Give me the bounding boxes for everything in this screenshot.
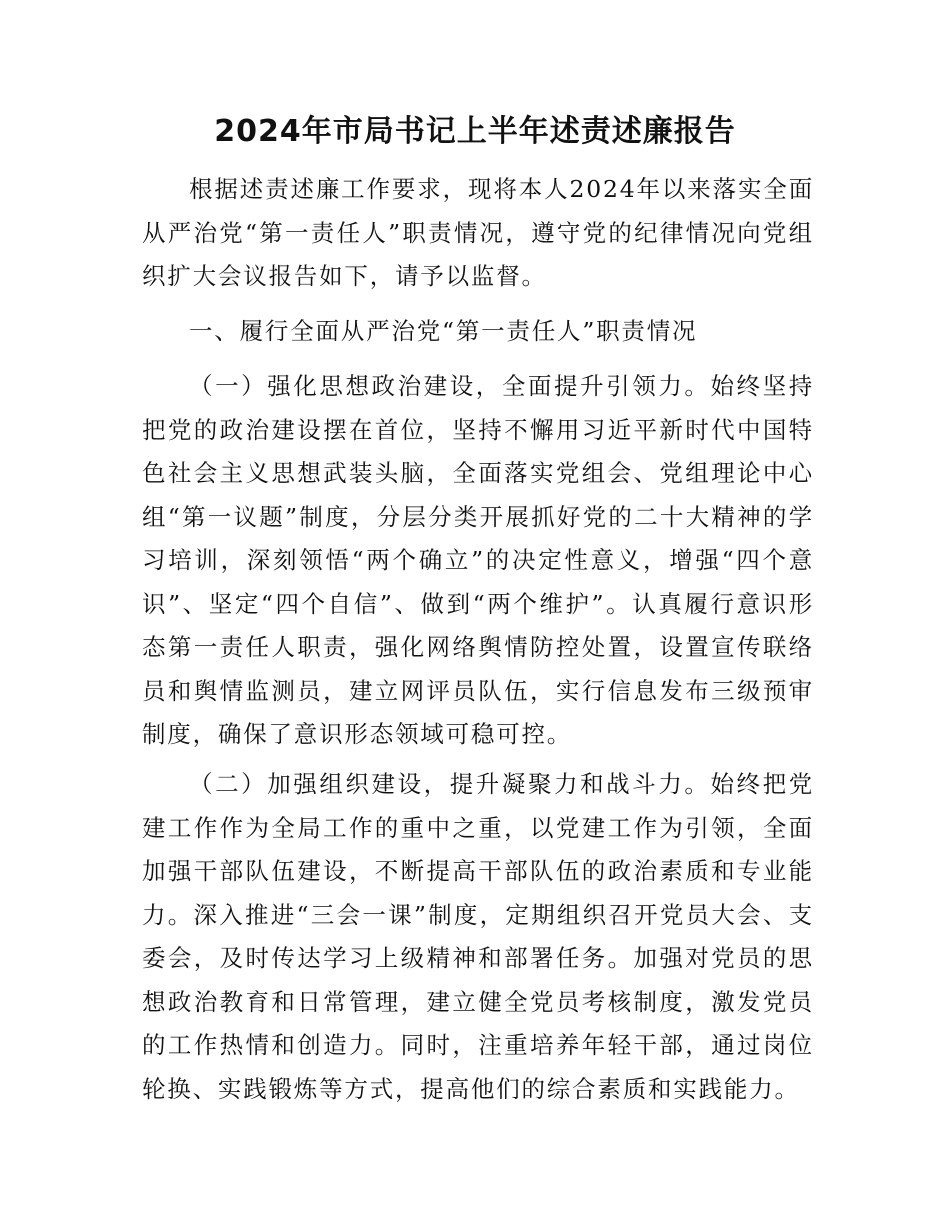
document-title: 2024年市局书记上半年述责述廉报告	[214, 114, 736, 149]
body-paragraph-1: （一）强化思想政治建设，全面提升引领力。始终坚持把党的政治建设摆在首位，坚持不懈用习近平新时代中国特色社会主义思想武装头脑，全面落实党组会、党组理论中心组“第一议题”制度，分层分类开展抓好党的二十大精神的学习培训，深刻领悟“两个确立”的决定性意义，增强“四个意识”、坚定“四个自信”、做到“两个维护”。认真履行意识形态第一责任人职责，强化网络舆情防控处置，设置宣传联络员和舆情监测员，建立网评员队伍，实行信息发布三级预审制度，确保了意识形态领域可稳可控。	[142, 372, 814, 748]
section-heading: 一、履行全面从严治党“第一责任人”职责情况	[189, 317, 698, 345]
intro-paragraph: 根据述责述廉工作要求，现将本人2024年以来落实全面从严治党“第一责任人”职责情况，遵守党的纪律情况向党组织扩大会议报告如下，请予以监督。	[142, 175, 814, 290]
body-paragraph-2: （二）加强组织建设，提升凝聚力和战斗力。始终把党建工作作为全局工作的重中之重，以党建工作为引领，全面加强干部队伍建设，不断提高干部队伍的政治素质和专业能力。深入推进“三会一课”制度，定期组织召开党员大会、支委会，及时传达学习上级精神和部署任务。加强对党员的思想政治教育和日常管理，建立健全党员考核制度，激发党员的工作热情和创造力。同时，注重培养年轻干部，通过岗位轮换、实践锻炼等方式，提高他们的综合素质和实践能力。	[142, 770, 814, 1103]
